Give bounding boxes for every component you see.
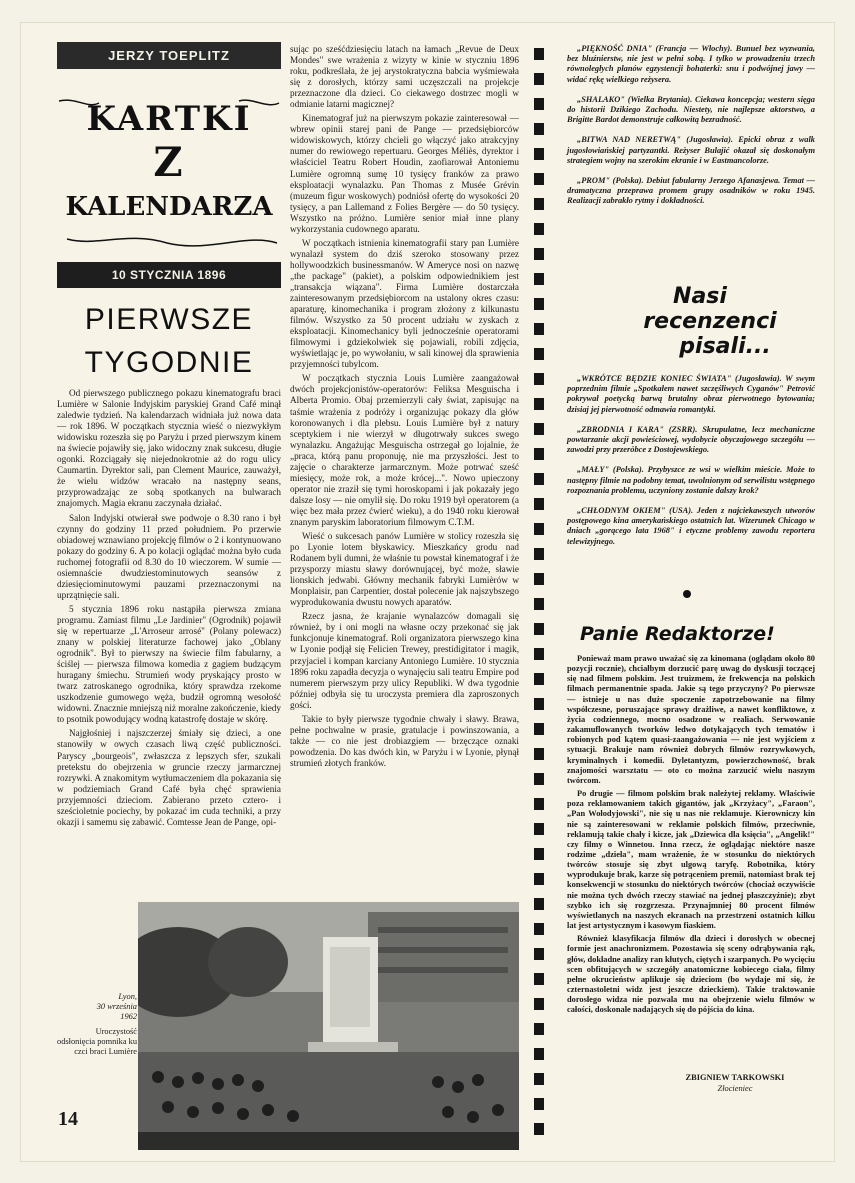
film-perforation <box>534 523 544 535</box>
film-perforation <box>534 648 544 660</box>
film-perforation <box>534 273 544 285</box>
caption-date: 30 września <box>96 1002 137 1012</box>
film-perforation <box>534 298 544 310</box>
film-perforation <box>534 373 544 385</box>
film-perforation <box>534 848 544 860</box>
article-paragraph: Takie to były pierwsze tygodnie chwały i sławy. Brawa, pełne pochwalne w prasie, gratulacje i powinszowania, a także — co nie jest drobiazgiem — brzęczące oznaki powodzenia. Do kas dwóch kin, w Paryżu i w Lyonie, płynął strumień złotych franków. <box>290 713 519 768</box>
article-paragraph: Salon Indyjski otwierał swe podwoje o 8.30 rano i był czynny do godziny 11 przed południem. Po przerwie obiadowej wznawiano projekcję filmów o 2 i kontynuowano pokazy do godziny 6. A po kolacji oglądać można było cuda ruchomej fotografii od 8.30 do 10 wieczorem. W sumie — osiemnaście dwudziestominutowych seansów z dziesięciominutowymi pauzami przeznaczonymi na uprzątnięcie sali. <box>57 512 281 600</box>
film-perforation <box>534 573 544 585</box>
letter-paragraph: Również klasyfikacja filmów dla dzieci i dorosłych w obecnej formie jest anachronizmem. Pozostawia się sceny odrąbywania rąk, głów, dokładne analizy ran kłutych, ciętych i szarpanych. Po wycięciu scen obfitujących w szczegóły anatomiczne kobiecego ciała, filmy pełne okrucieństw aplikuje się dzieciom (bo wydaje mi się, że czternastoletni widz jest jeszcze dzieckiem). Takie traktowanie dorosłego widza nie pozwala mu na obejrzenie wielu filmów w całości, doskonale nadających się do pójścia do kina. <box>567 934 815 1015</box>
article-paragraph: sując po sześćdziesięciu latach na łamach „Revue de Deux Mondes" swe wrażenia z wizyty w kinie w styczniu 1896 roku, podkreślała, że jej arystokratyczna babcia wyśmiewała się z dorosłych, którzy sami uczęszczali na projekcje przeznaczone dla dzieci. Co ciekawego dostrzec mogli w odmianie latarni magicznej? <box>290 44 519 110</box>
review-item: „BITWA NAD NERETWĄ" (Jugosławia). Epicki obraz z walk jugosłowiańskiej partyzantki. Reżyser Bulajić okazał się doskonałym strategiem wojny na szerokim ekranie i w Eastmancolorze. <box>567 135 815 165</box>
review-item: „PROM" (Polska). Debiut fabularny Jerzego Afanasjewa. Temat — dramatyczna przeprawa promem grupy osadników w roku 1945. Realizacji zabrakło rytmy i dokładności. <box>567 176 815 206</box>
letter-body <box>567 654 815 1018</box>
film-perforation <box>534 773 544 785</box>
film-perforation <box>534 123 544 135</box>
film-perforation <box>534 148 544 160</box>
film-perforation <box>534 323 544 335</box>
film-perforation <box>534 223 544 235</box>
film-perforation <box>534 498 544 510</box>
section-bullet <box>683 590 691 598</box>
film-perforation <box>534 798 544 810</box>
review-item: „ZBRODNIA I KARA" (ZSRR). Skrupulatne, lecz mechaniczne powtarzanie akcji powieściowej, wydobycie obyczajowego szczegółu — zawodzi przy przeróbce z Dostojewskiego. <box>567 424 815 455</box>
film-perforation <box>534 448 544 460</box>
reviewers-title-line-1: Nasi <box>673 284 727 309</box>
film-perforation <box>534 1123 544 1135</box>
film-strip-divider <box>528 44 550 1154</box>
film-perforation <box>534 873 544 885</box>
caption-text: Uroczystość odsłonięcia pomnika ku czci braci Lumière <box>57 1026 138 1057</box>
film-perforation <box>534 698 544 710</box>
film-perforation <box>534 748 544 760</box>
film-perforation <box>534 1098 544 1110</box>
article-paragraph: Wieść o sukcesach panów Lumière w stolicy rozeszła się po Lyonie lotem błyskawicy. Mieszkańcy grodu nad Rodanem byli dumni, że właśnie tu powstał kinematograf i że przysporzy miastu sławy dorównującej, być może, sławie lionskich jedwabi. Główny mechanik fabryki Lumièrów w Monplaisir, pan Carpentier, dostał polecenie jak najszybszego wyprodukowania dwustu nowych aparatów. <box>290 531 519 608</box>
film-perforation <box>534 248 544 260</box>
review-item: „MAŁY" (Polska). Przybyszce ze wsi w wielkim mieście. Może to następny filmie na podobny temat, uwolnionym od serwilistu wstępnego rozpoznania problemu, uczyniony zostanie dalszy krok? <box>567 465 815 495</box>
article-paragraph: W początkach istnienia kinematografii stary pan Lumière wynalazł system do dziś szeroko stosowany przez hollywoodzkich businessmanów. W Ameryce nosi on nazwę „the package" (pakiet), a polskim odpowiednikiem jest „transakcja wiązana". Firma Lumière dostarczała zainteresowanym przedsiębiorcom na ustalony okres czasu: aparaturę, kinomechanika i program złożony z kilkunastu filmów. Wszystko za 50 procent udziału w zyskach z eksploatacji. Kinomechanicy byli jednocześnie operatorami filmowymi i gdziekolwiek się pojawiali, robili zdjęcia, wyświetlając je, po wywołaniu, w sali kinowej dla sprawienia przyjemności tubylcom. <box>290 237 519 370</box>
reviews-bottom <box>567 374 815 557</box>
caption-year: 1962 <box>120 1012 137 1022</box>
film-perforation <box>534 348 544 360</box>
logo-line-1: KARTKI <box>86 99 252 139</box>
film-perforation <box>534 198 544 210</box>
film-perforation <box>534 398 544 410</box>
logo-line-3: KALENDARZA <box>65 192 273 222</box>
reviewers-title <box>600 284 800 359</box>
film-perforation <box>534 73 544 85</box>
review-item: „WKRÓTCE BĘDZIE KONIEC ŚWIATA" (Jugosławia). W swym poprzednim filmie „Spotkałem nawet szczęśliwych Cyganów" Petrović pokrywał poetycką barwą brutalny obraz pierwotnego bytowania; dzisiaj jej pierwotność odmawia romantyki. <box>567 374 815 414</box>
film-perforation <box>534 723 544 735</box>
signature-name: ZBIGNIEW TARKOWSKI <box>685 1073 785 1082</box>
letter-paragraph: Ponieważ mam prawo uważać się za kinomana (oglądam około 80 pozycji rocznie), chciałbym dorzucić parę uwag do dyskusji toczącej się nad filmem polskim. Jest truizmem, że frekwencja na polskich filmach permanentnie spada. Jakie są tego przyczyny? Po pierwsze — istnieje u nas duże spoczenie zapotrzebowanie na filmy współczesne, poruszające sprawy drażliwe, a nawet konfliktowe, z życia codziennego, mocno osadzone w realiach. Serwowanie zakamuflowanych tworków ledwo dotykających tych tematów i robionych pod kątem quasi-zaangażowania — nie jest wyjściem z sytuacji. Brakuje nam również dobrych filmów rozrywkowych, kryminalnych i komedii. Dyletantyzm, powierzchowność, brak znajomości warsztatu — oto co można zarzucić wielu naszym twórcom. <box>567 654 815 785</box>
date-bar: 10 STYCZNIA 1896 <box>57 262 281 288</box>
article-column-1 <box>57 388 281 888</box>
article-paragraph: 5 stycznia 1896 roku nastąpiła pierwsza zmiana programu. Zamiast filmu „Le Jardinier" (Ogrodnik) pojawił się w repertuarze „L'Arroseur arrosé" (Polany polewacz) znany w polskiej literaturze fachowej jako „Oblany ogrodnik". Był to pierwszy na świecie film fabularny, a ściślej — pierwsza filmowa komedia z gagiem budzącym huragany śmiechu. Strumień wody pryskający prosto w twarz zatroskanego ogrodnika, który sprawdza rzekome uszkodzenie gumowego węża, budził ogromną wesołość widowni. Znacznie mniejszą niż moralne zakończenie, kiedy to psotnik powodujący wodną katastrofę dostaje w skórę. <box>57 603 281 725</box>
logo-line-2: Z <box>153 139 185 186</box>
film-perforation <box>534 598 544 610</box>
article-paragraph: Rzecz jasna, że krajanie wynalazców domagali się również, by i oni mogli na własne oczy przekonać się jak funkcjonuje kinematograf. Roli organizatora pierwszego kina w Lyonie podjął się Felicien Trewey, prestidigitator i magik, przyjaciel i kompan karciany Antoniego Lumière. 10 stycznia 1896 roku zapadła decyzja o wynajęciu sali teatru Empire pod numerem pierwszym przy ulicy Republiki. W dwa tygodnie później odbyła się tu uroczysta premiera dla zaproszonych gości. <box>290 611 519 710</box>
film-perforation <box>534 948 544 960</box>
signature-place: Złocieniec <box>717 1084 753 1093</box>
film-perforation <box>534 973 544 985</box>
film-perforation <box>534 1023 544 1035</box>
headline <box>57 298 281 384</box>
review-item: „CHŁODNYM OKIEM" (USA). Jeden z najciekawszych utworów postępowego kina amerykańskiego ostatnich lat. Wizerunek Chicago w dniach „gorącego lata 1968" i etyczne problemy zawodu reportera telewizyjnego. <box>567 506 815 546</box>
film-perforation <box>534 1073 544 1085</box>
film-perforation <box>534 173 544 185</box>
article-paragraph: W początkach stycznia Louis Lumière zaangażował dwóch projekcjonistów-operatorów: Feliksa Mesguischa i Alberta Promio. Obaj przemierzyli cały świat, zapisując na taśmie wrażenia z podróży i organizując pokazy dla głów koronowanych i dla plebsu. Louis Lumière był z natury sceptykiem i nie wierzył w długotrwały sukces swego wynalazku. Angażując Mesguischa ostrzegał go lojalnie, że „praca, którą panu proponuję, nie ma przyszłości. Jest to zajęcie o charakterze jarmarcznym. Może potrwać sześć miesięcy, może rok, a może krócej...". Nowo upieczony operator nie zraził się tymi horoskopami i jak pokazały jego dalsze losy — nie omylił się. Do roku 1919 był operatorem (a więc bez mała przez ćwierć wieku), a do 1940 roku kierował znanym paryskim laboratorium filmowym C.T.M. <box>290 373 519 527</box>
film-perforation <box>534 48 544 60</box>
headline-line-1: PIERWSZE <box>84 303 254 336</box>
letter-signature <box>650 1072 820 1094</box>
photo-caption <box>57 992 137 1057</box>
headline-line-2: TYGODNIE <box>84 346 254 379</box>
film-perforation <box>534 423 544 435</box>
monument-photo <box>138 902 519 1150</box>
film-perforation <box>534 623 544 635</box>
reviewers-title-line-3: pisali... <box>679 334 771 359</box>
series-logo <box>57 97 281 247</box>
review-item: „SHALAKO" (Wielka Brytania). Ciekawa koncepcja; western sięga do historii Dzikiego Zachodu. Niestety, nie najlepsze aktorstwo, a Brigitte Bardot demonstruje całkowitą bezradność. <box>567 94 815 125</box>
film-perforation <box>534 923 544 935</box>
page-number: 14 <box>58 1108 78 1130</box>
film-perforation <box>534 998 544 1010</box>
film-perforation <box>534 473 544 485</box>
review-item: „PIĘKNOŚĆ DNIA" (Francja — Włochy). Bunuel bez wyzwania, bez bluźnierstw, nie jest w pełni sobą. I tylko w prowadzeniu trzech równoległych planów egzystencji bohaterki: snu i podwójnej jawy — widać rękę wielkiego reżysera. <box>567 44 815 84</box>
film-perforation <box>534 898 544 910</box>
film-perforation <box>534 548 544 560</box>
article-paragraph: Kinematograf już na pierwszym pokazie zainteresował — wbrew opinii starej pani de Pange — przedsiębiorców widowiskowych, którzy chcieli go włączyć jako atrakcyjny numer do rewiowego repertuaru. Georges Méliès, dyrektor i właściciel Teatru Robert Houdin, zaofiarował Antoniemu Lumière ogromną sumę 10 tysięcy franków za prawo eksploatacji wynalazku. Pan Thomas z Musée Grévin (muzeum figur woskowych) podniósł ofertę do wysokości 20 tysięcy, a pan Lallemand z Folies Bergère — do 50 tysięcy. Wszystko na próżno. Lumière senior miał inne plany wykorzystania cudownego aparatu. <box>290 113 519 234</box>
letter-title: Panie Redaktorze! <box>580 623 775 645</box>
article-column-2 <box>290 44 519 899</box>
article-paragraph: Najgłośniej i najszczerzej śmiały się dzieci, a one stanowiły w owych czasach liwą część publiczności. Paryscy „bourgeois", zwłaszcza z lepszych sfer, szukali pretekstu do obejrzenia w gruncie rzeczy jarmarcznej rozrywki. A znakomitym wytłumaczeniem dla pokazania się w podziemiach Grand Café była chęć sprawienia przyjemności dzieciom. Zabierano przeto cztero- i sześcioletnie pociechy, by pokazać im cuda techniki, a przy okazji i samemu się zabawić. Comtesse Jean de Pange, opi- <box>57 728 281 827</box>
monument-photo-image <box>138 902 519 1150</box>
film-perforation <box>534 98 544 110</box>
caption-place: Lyon, <box>118 992 137 1001</box>
film-perforation <box>534 673 544 685</box>
film-perforation <box>534 1048 544 1060</box>
magazine-page <box>20 22 835 1162</box>
article-paragraph: Od pierwszego publicznego pokazu kinematografu braci Lumière w Salonie Indyjskim paryskiej Grand Café minął zaledwie tydzień. Na kalendarzach widniała już nowa data — rok 1896. W początkach stycznia wieść o niezwykłym widowisku rozeszła się po Paryżu i przed pierwszym kinem na świecie pojawiły się, jako widoczny znak sukcesu, długie ogonki. Rozciągały się niejednokrotnie aż do rogu ulicy Caumartin. Dyrektor sali, pan Clement Maurice, zauważył, że wielu widzów wracało na następny seans, przyprowadzając ze sobą spotkanych na bulwarach znajomych. Magia ekranu zaczynała działać. <box>57 388 281 509</box>
reviewers-title-line-2: recenzenci <box>643 309 777 334</box>
author-name: JERZY TOEPLITZ <box>57 42 281 69</box>
reviews-top <box>567 44 815 217</box>
film-perforation <box>534 823 544 835</box>
letter-paragraph: Po drugie — filmom polskim brak należytej reklamy. Właściwie poza reklamowaniem takich gigantów, jak „Krzyżacy", „Faraon", „Pan Wołodyjowski", nie się u nas nie reklamuje. Kierowniczy kin nie są zainteresowani w reklamie polskich filmów, przeciwnie, reklamują takie chały i kicze, jak „Dziewica dla księcia", „Angelik!" czy filmy o Winnetou. Inna rzecz, że oglądając niektóre nasze rodzime „dzieła", mam wrażenie, że w stosunku do niektórych twórców stosuje się zbyt ulgową taryfę. Robotnika, który wyprodukuje brak, karze się potrąceniem premii, natomiast brak tej konsekwencji w stosunku do niektórych twórców (chociaż oczywiście nie można tych dwóch rzeczy stawiać na jednej płaszczyźnie); zbyt szybko ich się rozgrzesza. Przynajmniej 80 procent filmów wyświetlanych na naszych ekranach na przestrzeni ostatnich kilku lat jest artystycznym i kasowym fiaskiem. <box>567 789 815 931</box>
